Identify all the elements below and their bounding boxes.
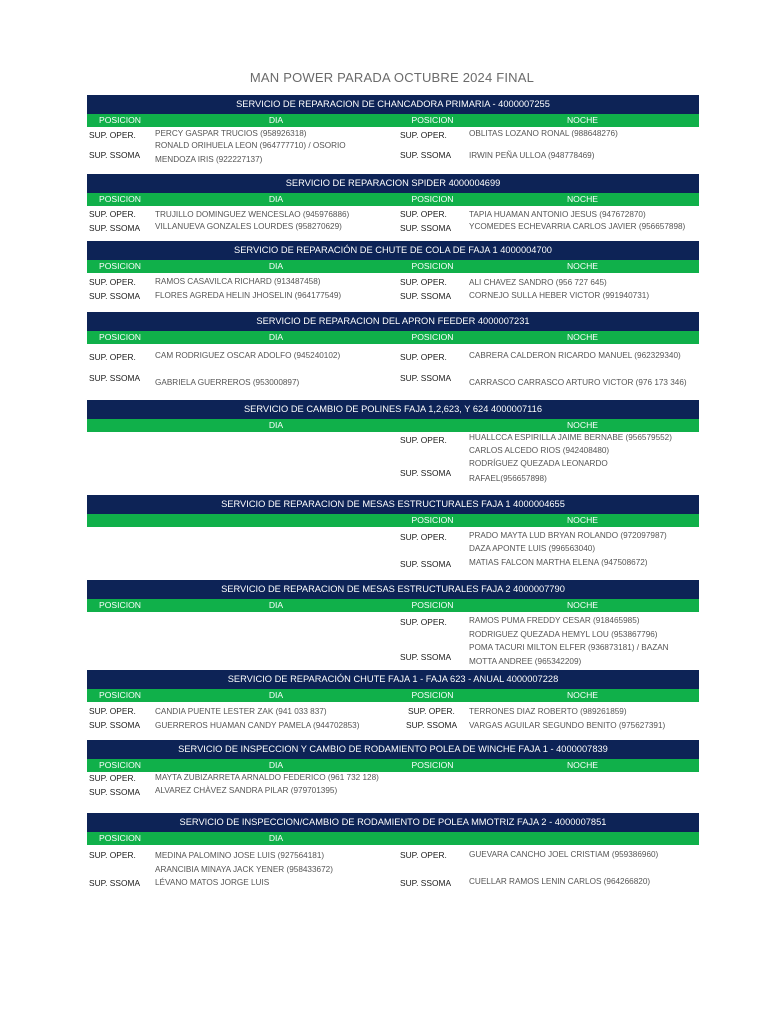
role-sup-oper-noche: SUP. OPER. [400, 130, 447, 140]
section-chute-cola [87, 241, 699, 305]
header-posicion: POSICION [98, 194, 142, 204]
section-title: SERVICIO DE REPARACIÓN DE CHUTE DE COLA DE FAJA 1 4000004700 [87, 241, 699, 260]
role-sup-oper: SUP. OPER. [89, 277, 136, 287]
header-posicion-noche: POSICION [411, 690, 454, 700]
header-posicion: POSICION [98, 600, 142, 610]
header-dia: DIA [268, 115, 284, 125]
role-sup-ssoma-noche: SUP. SSOMA [406, 720, 458, 730]
section-spider [87, 174, 699, 236]
role-sup-ssoma: SUP. SSOMA [89, 878, 141, 888]
column-header-row [87, 832, 699, 845]
section-title: SERVICIO DE INSPECCION/CAMBIO DE RODAMIENTO DE POLEA MMOTRIZ FAJA 2 - 4000007851 [87, 813, 699, 832]
column-header-row [87, 689, 699, 702]
dia-sup-ssoma: GUERREROS HUAMAN CANDY PAMELA (944702853) [155, 721, 360, 730]
header-noche: NOCHE [566, 332, 599, 342]
noche-sup-ssoma-line1: POMA TACURI MILTON ELFER (936873181) / BAZAN [469, 643, 669, 652]
role-sup-oper: SUP. OPER. [89, 352, 136, 362]
role-sup-ssoma: SUP. SSOMA [89, 150, 141, 160]
noche-sup-ssoma-line1: RODRÍGUEZ QUEZADA LEONARDO [469, 459, 608, 468]
header-noche: NOCHE [566, 194, 599, 204]
role-sup-ssoma-noche: SUP. SSOMA [400, 468, 452, 478]
role-sup-oper-noche: SUP. OPER. [400, 617, 447, 627]
column-header-row [87, 759, 699, 772]
role-sup-oper-noche: SUP. OPER. [400, 277, 447, 287]
header-posicion: POSICION [98, 332, 142, 342]
role-sup-oper: SUP. OPER. [89, 130, 136, 140]
section-chute-faja623 [87, 670, 699, 736]
noche-sup-oper: GUEVARA CANCHO JOEL CRISTIAM (959386960) [469, 850, 659, 859]
role-sup-oper: SUP. OPER. [89, 850, 136, 860]
header-noche: NOCHE [566, 115, 599, 125]
section-polines [87, 400, 699, 490]
role-sup-ssoma-noche: SUP. SSOMA [400, 878, 452, 888]
role-sup-oper: SUP. OPER. [89, 209, 136, 219]
role-sup-ssoma-noche: SUP. SSOMA [400, 559, 452, 569]
header-dia: DIA [268, 600, 284, 610]
header-posicion: POSICION [98, 690, 142, 700]
header-noche: NOCHE [566, 420, 599, 430]
noche-sup-oper: TAPIA HUAMAN ANTONIO JESUS (947672870) [469, 210, 646, 219]
role-sup-ssoma-noche: SUP. SSOMA [400, 223, 452, 233]
noche-sup-ssoma: IRWIN PEÑA ULLOA (948778469) [469, 151, 595, 160]
column-header-row [87, 114, 699, 127]
noche-sup-oper-line2: DAZA APONTE LUIS (996563040) [469, 544, 596, 553]
header-posicion: POSICION [98, 760, 142, 770]
noche-sup-oper-line2: CARLOS ALCEDO RIOS (942408480) [469, 446, 610, 455]
noche-sup-ssoma: VARGAS AGUILAR SEGUNDO BENITO (975627391) [469, 721, 666, 730]
header-posicion-noche: POSICION [411, 760, 454, 770]
role-sup-ssoma: SUP. SSOMA [89, 291, 141, 301]
noche-sup-oper-line1: HUALLCCA ESPIRILLA JAIME BERNABE (956579552) [469, 433, 672, 442]
section-apron-feeder [87, 312, 699, 394]
dia-sup-oper-line1: MEDINA PALOMINO JOSE LUIS (927564181) [155, 851, 325, 860]
role-sup-ssoma: SUP. SSOMA [89, 720, 141, 730]
role-sup-ssoma-noche: SUP. SSOMA [400, 291, 452, 301]
header-posicion-noche: POSICION [411, 194, 454, 204]
header-dia: DIA [268, 760, 284, 770]
noche-sup-ssoma: YCOMEDES ECHEVARRIA CARLOS JAVIER (956657898) [469, 222, 686, 231]
dia-sup-oper-line2: ARANCIBIA MINAYA JACK YENER (958433672) [155, 865, 333, 874]
header-posicion-noche: POSICION [411, 600, 454, 610]
section-mesas-faja2 [87, 580, 699, 670]
header-posicion: POSICION [98, 261, 142, 271]
section-rodamiento-winche [87, 740, 699, 802]
dia-sup-ssoma: GABRIELA GUERREROS (953000897) [155, 378, 300, 387]
header-noche: NOCHE [566, 690, 599, 700]
noche-sup-ssoma: CORNEJO SULLA HEBER VICTOR (991940731) [469, 291, 650, 300]
noche-sup-oper-line2: RODRIGUEZ QUEZADA HEMYL LOU (953867796) [469, 630, 658, 639]
noche-sup-oper-line1: PRADO MAYTA LUD BRYAN ROLANDO (972097987) [469, 531, 667, 540]
section-title: SERVICIO DE REPARACION DE CHANCADORA PRIMARIA - 4000007255 [87, 95, 699, 114]
header-posicion-noche: POSICION [411, 115, 454, 125]
role-sup-oper-noche: SUP. OPER. [400, 850, 447, 860]
role-sup-ssoma-noche: SUP. SSOMA [400, 373, 452, 383]
header-noche: NOCHE [566, 261, 599, 271]
noche-sup-oper: CABRERA CALDERON RICARDO MANUEL (962329340) [469, 351, 681, 360]
header-posicion: POSICION [98, 833, 142, 843]
header-posicion: POSICION [98, 115, 142, 125]
header-dia: DIA [268, 194, 284, 204]
dia-sup-ssoma-line1: RONALD ORIHUELA LEON (964777710) / OSORIO [155, 141, 346, 150]
column-header-row [87, 260, 699, 273]
dia-sup-oper: PERCY GASPAR TRUCIOS (958926318) [155, 129, 307, 138]
section-title: SERVICIO DE INSPECCION Y CAMBIO DE RODAMIENTO POLEA DE WINCHE FAJA 1 - 4000007839 [87, 740, 699, 759]
column-header-row [87, 193, 699, 206]
header-noche: NOCHE [566, 600, 599, 610]
header-noche: NOCHE [566, 515, 599, 525]
header-dia: DIA [268, 690, 284, 700]
noche-sup-ssoma-line2: MOTTA ANDREE (965342209) [469, 657, 582, 666]
dia-sup-ssoma: ALVAREZ CHÀVEZ SANDRA PILAR (979701395) [155, 786, 338, 795]
header-dia: DIA [268, 332, 284, 342]
header-posicion-noche: POSICION [411, 332, 454, 342]
section-title: SERVICIO DE REPARACION DE MESAS ESTRUCTURALES FAJA 2 4000007790 [87, 580, 699, 599]
noche-sup-ssoma-line2: RAFAEL(956657898) [469, 474, 547, 483]
header-posicion-noche: POSICION [411, 515, 454, 525]
role-sup-oper-noche: SUP. OPER. [400, 209, 447, 219]
header-posicion-noche: POSICION [411, 261, 454, 271]
section-title: SERVICIO DE REPARACION DEL APRON FEEDER 4000007231 [87, 312, 699, 331]
column-header-row [87, 514, 699, 527]
column-header-row [87, 331, 699, 344]
role-sup-oper: SUP. OPER. [89, 773, 136, 783]
noche-sup-ssoma: CARRASCO CARRASCO ARTURO VICTOR (976 173 346) [469, 378, 687, 387]
document-title: MAN POWER PARADA OCTUBRE 2024 FINAL [249, 70, 535, 85]
column-header-row [87, 419, 699, 432]
noche-sup-ssoma: CUELLAR RAMOS LENIN CARLOS (964266820) [469, 877, 651, 886]
role-sup-ssoma: SUP. SSOMA [89, 223, 141, 233]
role-sup-ssoma: SUP. SSOMA [89, 787, 141, 797]
section-title: SERVICIO DE CAMBIO DE POLINES FAJA 1,2,623, Y 624 4000007116 [87, 400, 699, 419]
section-rodamiento-motriz [87, 813, 699, 893]
noche-sup-oper-line1: RAMOS PUMA FREDDY CESAR (918465985) [469, 616, 640, 625]
role-sup-oper-noche: SUP. OPER. [400, 532, 447, 542]
dia-sup-ssoma: VILLANUEVA GONZALES LOURDES (958270629) [155, 222, 342, 231]
role-sup-oper-noche: SUP. OPER. [408, 706, 455, 716]
noche-sup-oper: ALI CHAVEZ SANDRO (956 727 645) [469, 278, 607, 287]
dia-sup-oper: CANDIA PUENTE LESTER ZAK (941 033 837) [155, 707, 327, 716]
dia-sup-oper: CAM RODRIGUEZ OSCAR ADOLFO (945240102) [155, 351, 341, 360]
dia-sup-oper: TRUJILLO DOMINGUEZ WENCESLAO (945976886) [155, 210, 350, 219]
section-title: SERVICIO DE REPARACION SPIDER 4000004699 [87, 174, 699, 193]
column-header-row [87, 599, 699, 612]
role-sup-ssoma: SUP. SSOMA [89, 373, 141, 383]
noche-sup-oper: TERRONES DIAZ ROBERTO (989261859) [469, 707, 627, 716]
header-noche: NOCHE [566, 760, 599, 770]
dia-sup-oper: MAYTA ZUBIZARRETA ARNALDO FEDERICO (961 732 128) [155, 773, 379, 782]
section-title: SERVICIO DE REPARACIÓN CHUTE FAJA 1 - FAJA 623 - ANUAL 4000007228 [87, 670, 699, 689]
noche-sup-ssoma: MATIAS FALCON MARTHA ELENA (947508672) [469, 558, 648, 567]
role-sup-oper-noche: SUP. OPER. [400, 435, 447, 445]
role-sup-oper-noche: SUP. OPER. [400, 352, 447, 362]
header-dia: DIA [268, 420, 284, 430]
role-sup-ssoma-noche: SUP. SSOMA [400, 652, 452, 662]
section-chancadora [87, 95, 699, 167]
role-sup-ssoma-noche: SUP. SSOMA [400, 150, 452, 160]
role-sup-oper: SUP. OPER. [89, 706, 136, 716]
dia-sup-ssoma-line2: MENDOZA IRIS (922227137) [155, 155, 263, 164]
dia-sup-ssoma: LÉVANO MATOS JORGE LUIS [155, 878, 270, 887]
header-dia: DIA [268, 833, 284, 843]
noche-sup-oper: OBLITAS LOZANO RONAL (988648276) [469, 129, 618, 138]
header-dia: DIA [268, 261, 284, 271]
dia-sup-oper: RAMOS CASAVILCA RICHARD (913487458) [155, 277, 321, 286]
section-mesas-faja1 [87, 495, 699, 575]
dia-sup-ssoma: FLORES AGREDA HELIN JHOSELIN (964177549) [155, 291, 342, 300]
section-title: SERVICIO DE REPARACION DE MESAS ESTRUCTURALES FAJA 1 4000004655 [87, 495, 699, 514]
